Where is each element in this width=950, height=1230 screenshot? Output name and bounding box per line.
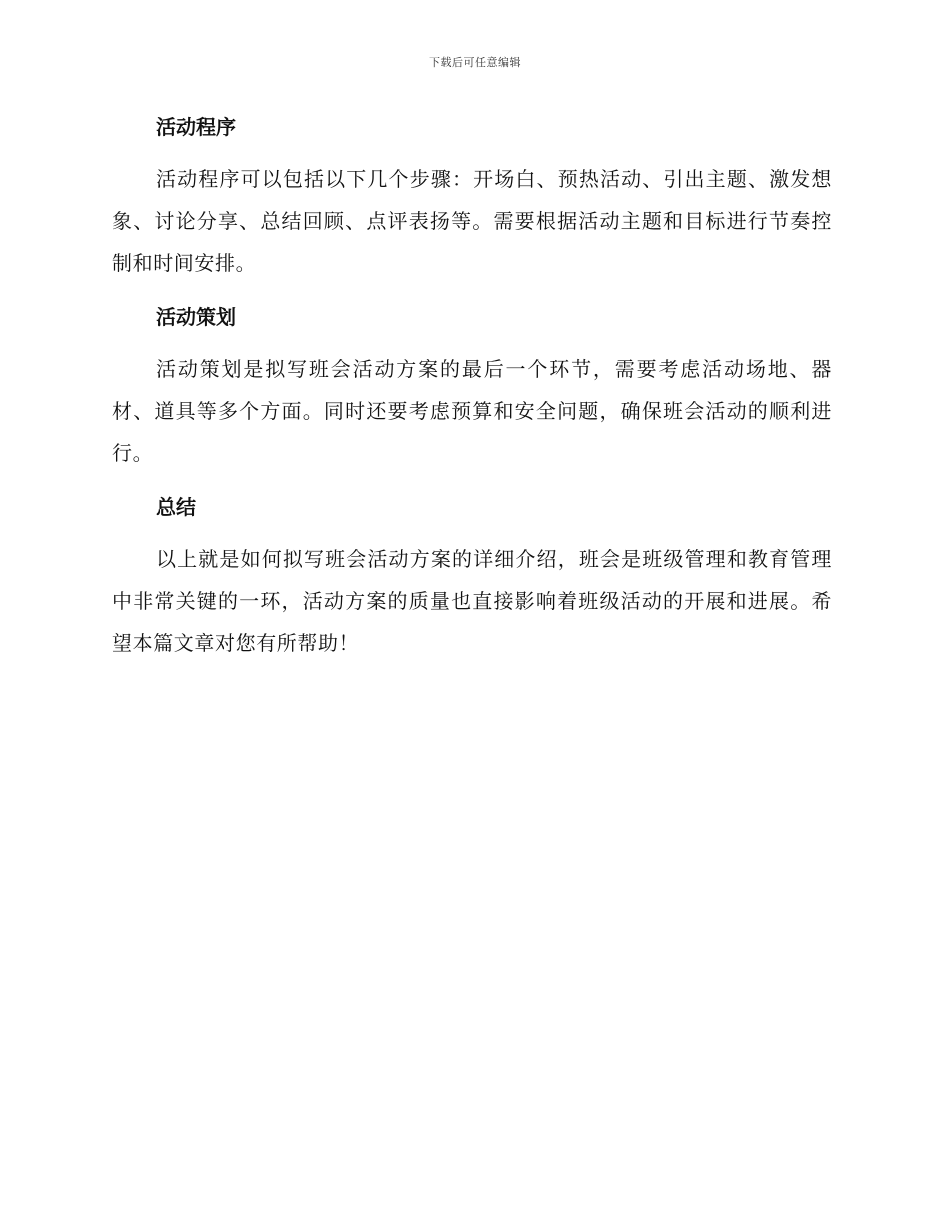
section-paragraph: 以上就是如何拟写班会活动方案的详细介绍，班会是班级管理和教育管理中非常关键的一环，活动方案的质量也直接影响着班级活动的开展和进展。希望本篇文章对您有所帮助！ <box>112 547 832 655</box>
section-activity-planning <box>112 298 832 474</box>
section-heading: 总结 <box>156 495 196 519</box>
page-header: 下载后可任意编辑 <box>429 56 521 69</box>
section-heading: 活动程序 <box>156 115 236 139</box>
section-activity-procedure <box>112 108 832 284</box>
section-paragraph: 活动程序可以包括以下几个步骤：开场白、预热活动、引出主题、激发想象、讨论分享、总结回顾、点评表扬等。需要根据活动主题和目标进行节奏控制和时间安排。 <box>112 167 832 275</box>
section-summary <box>112 488 832 664</box>
section-heading: 活动策划 <box>156 305 236 329</box>
document-body <box>112 108 832 678</box>
section-paragraph: 活动策划是拟写班会活动方案的最后一个环节，需要考虑活动场地、器材、道具等多个方面。同时还要考虑预算和安全问题，确保班会活动的顺利进行。 <box>112 357 832 465</box>
